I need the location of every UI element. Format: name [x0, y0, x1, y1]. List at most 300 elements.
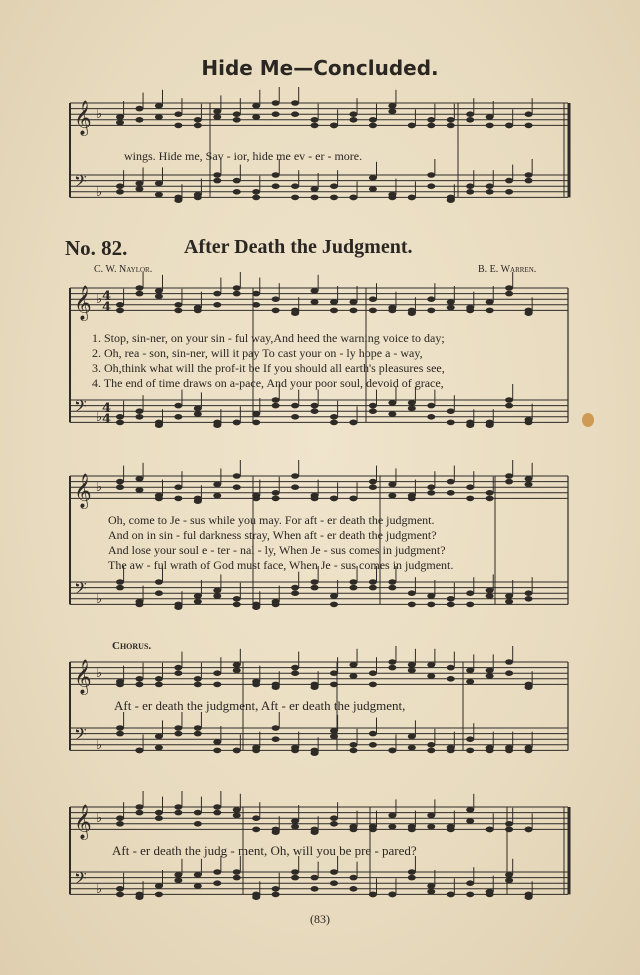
note-head	[525, 827, 533, 833]
note-head	[505, 123, 513, 129]
note-head	[213, 593, 221, 599]
note-head	[116, 183, 124, 189]
note-head	[116, 579, 124, 585]
note-head	[349, 117, 357, 123]
note-head	[116, 308, 124, 314]
note-head	[408, 875, 416, 881]
note-head	[272, 490, 280, 496]
verse-line-4b: The aw - ful wrath of God must face, When Je - sus comes in judgment.	[108, 558, 454, 572]
note-head	[135, 676, 143, 682]
flat-icon: ♭	[96, 666, 103, 682]
note-head	[427, 490, 435, 496]
note-head	[349, 496, 357, 502]
note-head	[466, 807, 474, 813]
note-head	[174, 810, 182, 816]
note-head	[135, 408, 143, 414]
note-head	[291, 590, 299, 596]
note-head	[408, 308, 416, 314]
note-head	[213, 291, 221, 297]
note-head	[194, 496, 202, 502]
note-head	[505, 291, 513, 297]
note-head	[233, 748, 241, 754]
note-head	[272, 296, 280, 302]
note-head	[311, 195, 319, 201]
note-head	[505, 285, 513, 291]
note-head	[194, 411, 202, 417]
note-head	[447, 602, 455, 608]
note-head	[369, 479, 377, 485]
note-head	[466, 892, 474, 898]
note-head	[116, 189, 124, 195]
note-head	[116, 114, 124, 120]
note-head	[330, 195, 338, 201]
bass-clef-icon: 𝄢	[74, 171, 87, 196]
note-head	[427, 414, 435, 420]
note-head	[155, 734, 163, 740]
verse-line-4a: 4. The end of time draws on a-pace, And your poor soul, devoid of grace,	[92, 376, 444, 390]
concluded-title: Hide Me—Concluded.	[201, 56, 439, 80]
treble-clef-icon: 𝄞	[74, 659, 92, 695]
note-head	[525, 892, 533, 898]
note-head	[135, 181, 143, 187]
note-head	[447, 490, 455, 496]
note-head	[447, 827, 455, 833]
note-head	[155, 745, 163, 751]
note-head	[252, 103, 260, 109]
note-head	[272, 172, 280, 178]
time-signature: 4	[102, 289, 112, 304]
flat-icon: ♭	[96, 881, 103, 897]
note-head	[388, 411, 396, 417]
note-head	[525, 111, 533, 117]
flat-icon: ♭	[96, 737, 103, 753]
note-head	[272, 725, 280, 731]
note-head	[505, 878, 513, 884]
note-head	[505, 403, 513, 409]
note-head	[135, 804, 143, 810]
note-head	[447, 420, 455, 426]
note-head	[135, 602, 143, 608]
note-head	[291, 403, 299, 409]
note-head	[486, 490, 494, 496]
note-head	[233, 473, 241, 479]
note-head	[447, 195, 455, 201]
page-number: (83)	[310, 912, 330, 926]
treble-clef-icon: 𝄞	[74, 285, 92, 321]
note-head	[330, 420, 338, 426]
note-head	[369, 484, 377, 490]
note-head	[349, 673, 357, 679]
bass-clef-icon: 𝄢	[74, 868, 87, 893]
note-head	[311, 585, 319, 591]
note-head	[311, 748, 319, 754]
note-head	[311, 579, 319, 585]
note-head	[408, 827, 416, 833]
note-head	[447, 892, 455, 898]
note-head	[466, 111, 474, 117]
note-head	[486, 183, 494, 189]
note-head	[408, 123, 416, 129]
note-head	[311, 186, 319, 192]
note-head	[486, 114, 494, 120]
note-head	[486, 673, 494, 679]
verse-line-1b: Oh, come to Je - sus while you may. For aft - er death the judgment.	[108, 513, 435, 527]
note-head	[311, 288, 319, 294]
note-head	[311, 682, 319, 688]
note-head	[388, 659, 396, 665]
note-head	[252, 827, 260, 833]
note-head	[408, 734, 416, 740]
bass-clef-icon: 𝄢	[74, 578, 87, 603]
note-head	[272, 308, 280, 314]
note-head	[330, 414, 338, 420]
note-head	[408, 745, 416, 751]
note-head	[525, 682, 533, 688]
note-head	[291, 748, 299, 754]
note-head	[388, 103, 396, 109]
note-head	[486, 308, 494, 314]
note-head	[486, 892, 494, 898]
note-head	[213, 178, 221, 184]
note-head	[155, 420, 163, 426]
note-head	[466, 183, 474, 189]
note-head	[369, 579, 377, 585]
note-head	[486, 827, 494, 833]
note-head	[408, 668, 416, 674]
note-head	[525, 172, 533, 178]
note-head	[349, 827, 357, 833]
note-head	[155, 682, 163, 688]
note-head	[525, 123, 533, 129]
note-head	[505, 872, 513, 878]
note-head	[466, 308, 474, 314]
note-head	[505, 178, 513, 184]
flat-icon: ♭	[96, 107, 103, 123]
note-head	[291, 111, 299, 117]
note-head	[486, 496, 494, 502]
note-head	[486, 299, 494, 305]
note-head	[388, 824, 396, 830]
note-head	[525, 308, 533, 314]
note-head	[486, 668, 494, 674]
note-head	[272, 827, 280, 833]
note-head	[233, 117, 241, 123]
note-head	[174, 804, 182, 810]
author-credit: B. E. Warren.	[478, 264, 537, 275]
note-head	[174, 403, 182, 409]
note-head	[369, 296, 377, 302]
note-head	[427, 824, 435, 830]
note-head	[213, 804, 221, 810]
note-head	[155, 103, 163, 109]
note-head	[369, 682, 377, 688]
verse-line-1a: 1. Stop, sin-ner, on your sin - ful way,And heed the warning voice to day;	[92, 331, 445, 345]
note-head	[155, 676, 163, 682]
note-head	[505, 748, 513, 754]
note-head	[505, 473, 513, 479]
note-head	[311, 886, 319, 892]
note-head	[388, 482, 396, 488]
note-head	[369, 308, 377, 314]
note-head	[155, 815, 163, 821]
flat-icon: ♭	[96, 292, 103, 308]
note-head	[505, 599, 513, 605]
flat-icon: ♭	[96, 184, 103, 200]
note-head	[505, 397, 513, 403]
note-head	[349, 748, 357, 754]
note-head	[388, 748, 396, 754]
note-head	[233, 420, 241, 426]
note-head	[369, 742, 377, 748]
note-head	[252, 189, 260, 195]
note-head	[408, 590, 416, 596]
note-head	[349, 585, 357, 591]
note-head	[174, 302, 182, 308]
treble-clef-icon: 𝄞	[74, 804, 92, 840]
note-head	[408, 406, 416, 412]
note-head	[155, 288, 163, 294]
paper-stain	[582, 413, 594, 427]
note-head	[291, 183, 299, 189]
note-head	[330, 880, 338, 886]
note-head	[194, 872, 202, 878]
note-head	[330, 593, 338, 599]
note-head	[349, 195, 357, 201]
note-head	[311, 408, 319, 414]
composer-credit: C. W. Naylor.	[94, 264, 153, 275]
note-head	[135, 476, 143, 482]
note-head	[330, 183, 338, 189]
note-head	[233, 875, 241, 881]
note-head	[486, 189, 494, 195]
note-head	[135, 487, 143, 493]
note-head	[155, 892, 163, 898]
verse-line-3a: 3. Oh,think what will the prof-it be If you should all earth's pleasures see,	[92, 361, 445, 375]
note-head	[408, 400, 416, 406]
time-signature: 4	[102, 412, 112, 427]
note-head	[194, 406, 202, 412]
note-head	[408, 195, 416, 201]
chorus-lyric-1: Aft - er death the judgment, Aft - er death the judgment,	[114, 698, 406, 713]
note-head	[135, 682, 143, 688]
note-head	[311, 496, 319, 502]
note-head	[388, 892, 396, 898]
bass-clef-icon: 𝄢	[74, 724, 87, 749]
note-head	[174, 484, 182, 490]
note-head	[369, 117, 377, 123]
note-head	[233, 596, 241, 602]
note-head	[116, 892, 124, 898]
note-head	[466, 736, 474, 742]
note-head	[427, 117, 435, 123]
note-head	[194, 725, 202, 731]
note-head	[486, 588, 494, 594]
note-head	[525, 178, 533, 184]
note-head	[525, 748, 533, 754]
note-head	[291, 195, 299, 201]
note-head	[174, 111, 182, 117]
note-head	[466, 117, 474, 123]
note-head	[155, 192, 163, 198]
note-head	[525, 596, 533, 602]
note-head	[233, 285, 241, 291]
treble-clef-icon: 𝄞	[74, 473, 92, 509]
note-head	[408, 869, 416, 875]
note-head	[194, 117, 202, 123]
note-head	[252, 682, 260, 688]
note-head	[330, 123, 338, 129]
note-head	[272, 736, 280, 742]
note-head	[174, 414, 182, 420]
note-head	[369, 123, 377, 129]
note-head	[194, 593, 202, 599]
note-head	[174, 670, 182, 676]
note-head	[388, 195, 396, 201]
note-head	[116, 886, 124, 892]
note-head	[408, 602, 416, 608]
note-head	[194, 682, 202, 688]
note-head	[233, 178, 241, 184]
note-head	[486, 593, 494, 599]
note-head	[388, 665, 396, 671]
note-head	[486, 123, 494, 129]
note-head	[427, 813, 435, 819]
note-head	[505, 593, 513, 599]
note-head	[505, 821, 513, 827]
note-head	[194, 599, 202, 605]
note-head	[427, 183, 435, 189]
note-head	[427, 403, 435, 409]
note-head	[330, 815, 338, 821]
note-head	[194, 195, 202, 201]
note-head	[194, 676, 202, 682]
note-head	[155, 181, 163, 187]
note-head	[213, 493, 221, 499]
note-head	[427, 673, 435, 679]
note-head	[291, 869, 299, 875]
note-head	[369, 186, 377, 192]
note-head	[349, 742, 357, 748]
note-head	[155, 590, 163, 596]
note-head	[233, 602, 241, 608]
chorus-lyric-2: Aft - er death the judg - ment, Oh, will you be pre - pared?	[112, 843, 417, 858]
note-head	[213, 588, 221, 594]
note-head	[155, 294, 163, 300]
note-head	[427, 308, 435, 314]
note-head	[369, 408, 377, 414]
note-head	[369, 175, 377, 181]
note-head	[291, 585, 299, 591]
note-head	[427, 123, 435, 129]
note-head	[272, 183, 280, 189]
note-head	[427, 748, 435, 754]
note-head	[116, 821, 124, 827]
note-head	[252, 815, 260, 821]
note-head	[486, 420, 494, 426]
note-head	[194, 810, 202, 816]
note-head	[213, 869, 221, 875]
note-head	[116, 414, 124, 420]
note-head	[311, 875, 319, 881]
note-head	[466, 668, 474, 674]
note-head	[330, 602, 338, 608]
note-head	[252, 892, 260, 898]
note-head	[525, 420, 533, 426]
note-head	[486, 748, 494, 754]
note-head	[272, 111, 280, 117]
note-head	[388, 400, 396, 406]
note-head	[388, 493, 396, 499]
note-head	[291, 665, 299, 671]
note-head	[213, 172, 221, 178]
note-head	[408, 662, 416, 668]
hymn-title: After Death the Judgment.	[184, 236, 413, 258]
note-head	[135, 106, 143, 112]
note-head	[135, 748, 143, 754]
note-head	[311, 827, 319, 833]
note-head	[135, 810, 143, 816]
note-head	[447, 117, 455, 123]
note-head	[447, 123, 455, 129]
note-head	[369, 403, 377, 409]
note-head	[116, 731, 124, 737]
note-head	[311, 299, 319, 305]
note-head	[213, 682, 221, 688]
note-head	[388, 109, 396, 115]
note-head	[174, 496, 182, 502]
verse-line-3b: And lose your soul e - ter - nal - ly, When Je - sus comes in judgment?	[108, 543, 446, 557]
note-head	[155, 579, 163, 585]
note-head	[213, 109, 221, 115]
note-head	[369, 731, 377, 737]
note-head	[233, 291, 241, 297]
note-head	[174, 731, 182, 737]
note-head	[525, 590, 533, 596]
note-head	[330, 308, 338, 314]
note-head	[155, 496, 163, 502]
note-head	[135, 285, 143, 291]
note-head	[349, 886, 357, 892]
note-head	[272, 892, 280, 898]
note-head	[466, 602, 474, 608]
flat-icon: ♭	[96, 591, 103, 607]
note-head	[233, 484, 241, 490]
note-head	[233, 111, 241, 117]
time-signature: 4	[102, 300, 112, 315]
note-head	[427, 593, 435, 599]
note-head	[349, 111, 357, 117]
note-head	[291, 100, 299, 106]
note-head	[466, 880, 474, 886]
note-head	[388, 585, 396, 591]
note-head	[330, 496, 338, 502]
note-head	[505, 827, 513, 833]
note-head	[252, 114, 260, 120]
hide-me-lyric: wings. Hide me, Sav - ior, hide me ev - er - more.	[124, 149, 363, 163]
note-head	[291, 414, 299, 420]
note-head	[369, 670, 377, 676]
note-head	[427, 296, 435, 302]
time-signature: 4	[102, 401, 112, 416]
hymn-number: No. 82.	[65, 236, 128, 260]
note-head	[116, 479, 124, 485]
note-head	[291, 473, 299, 479]
note-head	[427, 662, 435, 668]
note-head	[233, 807, 241, 813]
note-head	[505, 479, 513, 485]
note-head	[174, 308, 182, 314]
note-head	[116, 815, 124, 821]
